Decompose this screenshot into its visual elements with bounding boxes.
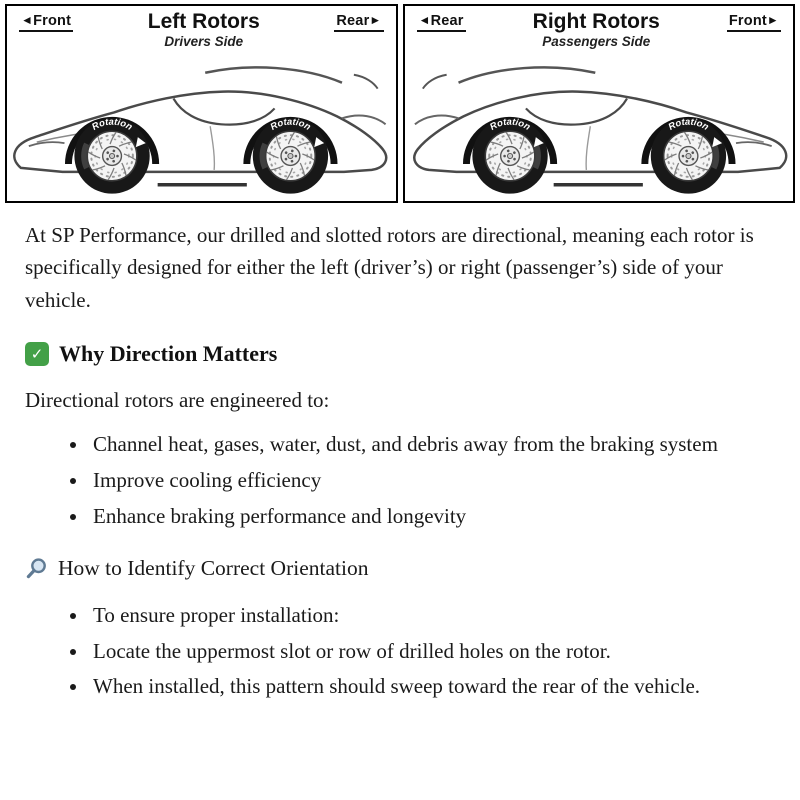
- right-car-illustration: [405, 47, 794, 201]
- magnifier-icon: [25, 557, 48, 580]
- right-rotors-panel: [403, 4, 796, 203]
- rear-direction-label: Rear►: [334, 13, 383, 32]
- intro-paragraph: At SP Performance, our drilled and slotted rotors are directional, meaning each rotor is specifically designed for either the left (driver’s) or right (passenger’s) side of your vehicle.: [25, 222, 754, 313]
- left-panel-titles: [148, 11, 260, 49]
- section-heading-text: How to Identify Correct Orientation: [58, 556, 369, 581]
- list-item: • When installed, this pattern should sweep toward the rear of the vehicle.: [89, 670, 760, 703]
- rear-direction-label: ◄Rear: [417, 13, 466, 32]
- section-heading-why-direction-matters: [25, 341, 760, 367]
- front-direction-label: ◄Front: [19, 13, 73, 32]
- arrow-right-icon: ►: [766, 13, 779, 27]
- left-rotors-panel: [5, 4, 398, 203]
- section2-bullet-list: [25, 599, 760, 703]
- article-body: [0, 205, 800, 749]
- check-icon: ✓: [25, 342, 49, 366]
- front-direction-label: Front►: [727, 13, 781, 32]
- left-panel-header: [7, 6, 396, 49]
- panel-title: Left Rotors: [147, 10, 260, 33]
- arrow-left-icon: ◄: [418, 13, 431, 27]
- rotation-label: Rotation: [487, 115, 533, 133]
- left-car-illustration: [7, 47, 396, 201]
- section1-lead: Directional rotors are engineered to:: [25, 387, 330, 412]
- arrow-left-icon: ◄: [21, 13, 34, 27]
- section-heading-text: Why Direction Matters: [59, 340, 278, 366]
- list-item: • Channel heat, gases, water, dust, and debris away from the braking system: [89, 428, 760, 461]
- section-heading-how-to-identify: [25, 556, 760, 581]
- list-item: • To ensure proper installation:: [89, 599, 760, 632]
- arrow-right-icon: ►: [369, 13, 382, 27]
- list-item: • Locate the uppermost slot or row of drilled holes on the rotor.: [89, 635, 760, 668]
- rotor-direction-diagram: [0, 0, 800, 205]
- section1-bullet-list: [25, 428, 760, 532]
- panel-title: Right Rotors: [532, 10, 660, 33]
- panel-subtitle: Passengers Side: [542, 34, 651, 50]
- rotation-label: Rotation: [89, 115, 135, 133]
- right-panel-header: [405, 6, 794, 49]
- panel-subtitle: Drivers Side: [164, 34, 244, 50]
- rotation-label: Rotation: [268, 115, 313, 133]
- rotation-label: Rotation: [665, 115, 711, 133]
- list-item: • Enhance braking performance and longevity: [89, 500, 760, 533]
- right-panel-titles: [533, 11, 660, 49]
- list-item: • Improve cooling efficiency: [89, 464, 760, 497]
